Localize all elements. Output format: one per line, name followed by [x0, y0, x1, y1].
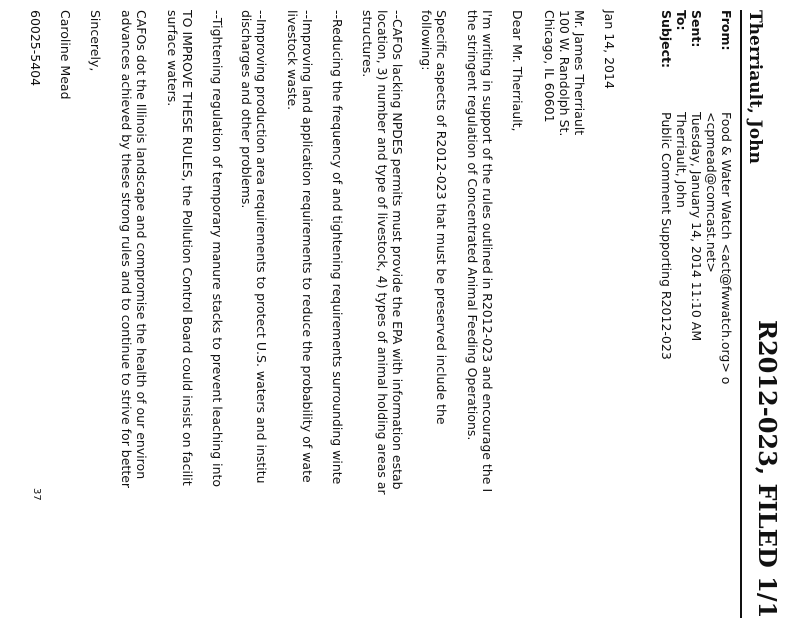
- from-label: From:: [719, 10, 734, 51]
- letter-date: Jan 14, 2014: [602, 10, 617, 89]
- bullet-line: --Improving production area requirements to protect U.S. waters and institu: [254, 10, 269, 484]
- bullet-line: --Reducing the frequency of and tightening requirements surrounding winte: [330, 10, 345, 485]
- sent-label: Sent:: [689, 10, 704, 48]
- subject-label: Subject:: [659, 10, 674, 68]
- bullet-line: --Improving land application requirements to reduce the probability of wate: [300, 10, 315, 483]
- aspects-line: Specific aspects of R2012-023 that must be preserved include the: [434, 10, 449, 425]
- salutation: Dear Mr. Therriault,: [510, 10, 525, 132]
- address-line: Chicago, IL 60601: [542, 10, 557, 123]
- bullet-line: --Tightening regulation of temporary manure stacks to prevent leaching into: [210, 10, 225, 488]
- bullet-line: structures.: [360, 10, 375, 78]
- bullet-line: livestock waste.: [285, 10, 300, 111]
- bullet-line: --CAFOs lacking NPDES permits must provide the EPA with information estab: [390, 10, 405, 490]
- improve-line: TO IMPROVE THESE RULES, the Pollution Control Board could insist on facilit: [180, 10, 195, 486]
- from-value-email: <cpmead@comcast.net>: [704, 112, 719, 273]
- improve-line: surface waters.: [165, 10, 180, 107]
- address-line: 100 W. Randolph St.: [557, 10, 572, 137]
- signer-zip: 60025-5404: [28, 10, 43, 87]
- email-sender-name: Therriault, John: [745, 10, 765, 164]
- closing-line: advances achieved by these strong rules and to continue to strive for better: [119, 10, 134, 489]
- subject-value: Public Comment Supporting R2012-023: [659, 112, 674, 360]
- filing-stamp: R2012-023, FILED 1/1: [753, 320, 782, 618]
- page-number: 37: [31, 488, 42, 501]
- to-value: Therriault, John: [674, 112, 689, 208]
- signer-name: Caroline Mead: [58, 10, 73, 100]
- from-value: Food & Water Watch <act@fwwatch.org> o: [719, 112, 734, 385]
- bullet-line: discharges and other problems.: [239, 10, 254, 209]
- header-divider: [740, 10, 742, 618]
- signoff: Sincerely,: [88, 10, 103, 72]
- intro-line: I'm writing in support of the rules outlined in R2012-023 and encourage the I: [480, 10, 495, 493]
- to-label: To:: [674, 10, 689, 31]
- closing-line: CAFOs dot the Illinois landscape and compromise the health of our environ: [134, 10, 149, 480]
- sent-value: Tuesday, January 14, 2014 11:10 AM: [689, 112, 704, 342]
- address-line: Mr. James Therriault: [572, 10, 587, 136]
- aspects-line: following:: [419, 10, 434, 71]
- bullet-line: location, 3) number and type of livestock, 4) types of animal holding areas ar: [375, 10, 390, 495]
- intro-line: the stringent regulation of Concentrated Animal Feeding Operations.: [465, 10, 480, 441]
